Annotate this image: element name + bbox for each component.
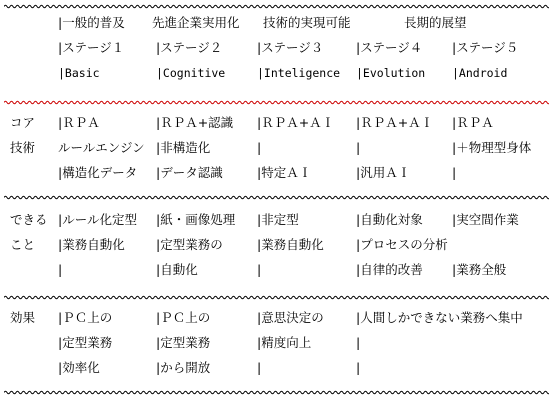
header-row-1 xyxy=(0,13,555,33)
stage-3-cell: |特定ＡＩ xyxy=(257,165,312,180)
stage-5-cell: |実空間作業 xyxy=(452,212,519,227)
core-tech-row-3 xyxy=(0,163,555,183)
header-row-3 xyxy=(0,63,555,83)
capability-row-2 xyxy=(0,235,555,255)
row-label: 効果 xyxy=(10,310,36,325)
core-tech-row-2 xyxy=(0,138,555,158)
row-label: 技術 xyxy=(10,140,36,155)
stage-4-cell: |人間しかできない業務へ集中 xyxy=(356,310,523,325)
stage-4-cell: |プロセスの分析 xyxy=(356,237,448,252)
stage-3-cell: | xyxy=(257,140,262,155)
stage-3-cell: |非定型 xyxy=(257,212,299,227)
stage-2-cell: |から開放 xyxy=(156,360,211,375)
stage-3-cell: |意思決定の xyxy=(257,310,324,325)
wavy-separator xyxy=(4,4,549,9)
stage-1-cell: |業務自動化 xyxy=(58,237,125,252)
stage-4-cell: | xyxy=(356,360,361,375)
stage-1-cell: |ルール化定型 xyxy=(58,212,137,227)
stage-1-cell: |定型業務 xyxy=(58,335,113,350)
stage-2-cell: |紙・画像処理 xyxy=(156,212,236,227)
stage-3-cell: |ステージ３ xyxy=(257,40,324,55)
stage-4-cell: 長期的展望 xyxy=(404,15,467,30)
stage-2-cell: |ＰＣ上の xyxy=(156,310,211,325)
stage-1-cell: |効率化 xyxy=(58,360,100,375)
stage-2-cell: |ＲＰＡ+認識 xyxy=(156,115,234,130)
stage-4-cell: | xyxy=(356,140,361,155)
core-tech-row-1 xyxy=(0,113,555,133)
stage-4-cell: |ステージ４ xyxy=(356,40,423,55)
row-label: コア xyxy=(10,115,36,130)
stage-2-cell: |Cognitive xyxy=(156,66,226,80)
stage-3-cell: |業務自動化 xyxy=(257,237,324,252)
stage-1-cell: |ＰＣ上の xyxy=(58,310,113,325)
row-label: こと xyxy=(10,237,36,252)
effect-row-1 xyxy=(0,308,555,328)
stage-3-cell: 技術的実現可能 xyxy=(263,15,351,30)
stage-5-cell: |Android xyxy=(452,66,508,80)
stage-5-cell: |ステージ５ xyxy=(452,40,519,55)
stage-2-cell: |ステージ２ xyxy=(156,40,223,55)
effect-row-3 xyxy=(0,358,555,378)
stage-1-cell: |ステージ１ xyxy=(58,40,125,55)
stage-3-cell: | xyxy=(257,262,262,277)
stage-2-cell: 先進企業実用化 xyxy=(152,15,240,30)
stage-2-cell: |非構造化 xyxy=(156,140,211,155)
row-label: できる xyxy=(10,212,48,227)
stage-1-cell: |一般的普及 xyxy=(58,15,125,30)
red-wavy-separator xyxy=(4,100,549,105)
stage-4-cell: |自動化対象 xyxy=(356,212,423,227)
stage-1-cell: |構造化データ xyxy=(58,165,138,180)
stage-3-cell: | xyxy=(257,360,262,375)
stage-5-cell: |＋物理型身体 xyxy=(452,140,532,155)
stage-1-cell: ルールエンジン xyxy=(58,140,145,155)
stage-1-cell: | xyxy=(58,262,63,277)
stage-2-cell: |自動化 xyxy=(156,262,198,277)
capability-row-3 xyxy=(0,260,555,280)
stage-1-cell: |ＲＰＡ xyxy=(58,115,100,130)
stage-2-cell: |定型業務の xyxy=(156,237,223,252)
capability-row-1 xyxy=(0,210,555,230)
stage-3-cell: |ＲＰＡ+ＡＩ xyxy=(257,115,335,130)
stage-3-cell: |Inteligence xyxy=(257,66,341,80)
stage-4-cell: |ＲＰＡ+ＡＩ xyxy=(356,115,434,130)
stage-2-cell: |定型業務 xyxy=(156,335,211,350)
wavy-separator xyxy=(4,195,549,200)
header-row-2 xyxy=(0,38,555,58)
stage-4-cell: |Evolution xyxy=(356,66,426,80)
effect-row-2 xyxy=(0,333,555,353)
stage-4-cell: |自律的改善 xyxy=(356,262,423,277)
stage-4-cell: |汎用ＡＩ xyxy=(356,165,411,180)
wavy-separator xyxy=(4,390,549,395)
stage-5-cell: |業務全般 xyxy=(452,262,507,277)
stage-4-cell: | xyxy=(356,335,361,350)
stage-2-cell: |データ認識 xyxy=(156,165,223,180)
stage-5-cell: |ＲＰＡ xyxy=(452,115,494,130)
stage-1-cell: |Basic xyxy=(58,66,100,80)
stage-5-cell: | xyxy=(452,165,457,180)
stage-3-cell: |精度向上 xyxy=(257,335,312,350)
wavy-separator xyxy=(4,295,549,300)
